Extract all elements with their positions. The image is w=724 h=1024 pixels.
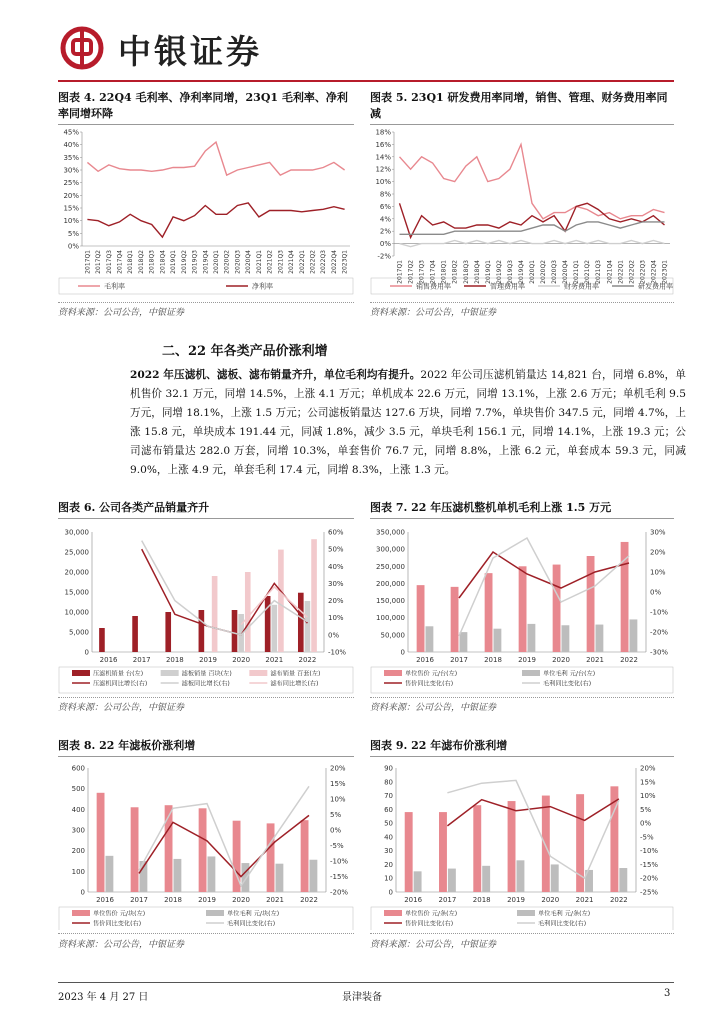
fig7-xtick: 2016 bbox=[416, 656, 434, 664]
fig8-legend-label: 售价同比变化(右) bbox=[93, 920, 142, 928]
fig9-ytick-right: 5% bbox=[640, 805, 652, 814]
fig8-ytick-left: 300 bbox=[71, 826, 85, 835]
fig9-xtick: 2017 bbox=[438, 896, 457, 904]
fig8-rule bbox=[58, 756, 354, 757]
fig7-xtick: 2018 bbox=[484, 656, 502, 664]
fig9-bar-2 bbox=[448, 869, 456, 892]
fig6-bar-3 bbox=[212, 576, 218, 652]
fig6-ytick-right: 10% bbox=[328, 614, 344, 623]
fig9-source: 资料来源：公司公告，中银证券 bbox=[370, 940, 497, 950]
fig7-xtick: 2017 bbox=[450, 656, 468, 664]
fig5-xtick: 2018Q3 bbox=[462, 260, 470, 284]
fig9-legend-label: 毛利同比变化(右) bbox=[538, 920, 587, 928]
fig7-rule bbox=[370, 518, 674, 519]
fig5-legend-label: 销售费用率 bbox=[416, 282, 451, 291]
fig5-xtick: 2017Q1 bbox=[396, 260, 404, 284]
fig6-bar-1 bbox=[298, 593, 304, 652]
fig7-legend-label: 毛利同比变化(右) bbox=[543, 680, 592, 688]
fig7-ytick-left: 200,000 bbox=[376, 579, 405, 588]
fig5-xtick: 2021Q4 bbox=[606, 260, 614, 284]
fig4-xtick: 2017Q3 bbox=[105, 250, 113, 274]
header-divider bbox=[58, 80, 674, 82]
fig4-xtick: 2022Q4 bbox=[330, 250, 338, 274]
fig6-xtick: 2018 bbox=[165, 656, 184, 664]
fig8-title: 图表 8. 22 年滤板价涨利增 bbox=[58, 739, 196, 752]
fig7-ytick-left: 350,000 bbox=[376, 528, 405, 537]
fig4-ytick: 5% bbox=[67, 229, 79, 238]
fig5-xtick: 2020Q4 bbox=[562, 260, 570, 284]
fig7-legend-label: 售价同比变化(右) bbox=[405, 680, 454, 688]
fig4-xtick: 2019Q1 bbox=[170, 250, 178, 274]
fig6-legend-label: 滤板销量 百块(左) bbox=[181, 670, 232, 678]
fig4-xtick: 2019Q3 bbox=[191, 250, 199, 274]
fig5-xtick: 2018Q1 bbox=[440, 260, 448, 284]
fig9-line-2 bbox=[447, 780, 619, 878]
fig9-bar-1 bbox=[439, 812, 447, 892]
fig7-xtick: 2019 bbox=[518, 656, 536, 664]
fig8-legend-swatch bbox=[206, 910, 224, 916]
fig9-legend-swatch bbox=[384, 910, 402, 916]
section-lead: 2022 年压滤机、滤板、滤布销量齐升，单位毛利均有提升。 bbox=[130, 369, 421, 381]
fig7-title: 图表 7. 22 年压滤机整机单机毛利上涨 1.5 万元 bbox=[370, 501, 612, 514]
fig9-ytick-right: 20% bbox=[640, 764, 656, 773]
fig7-bar-1 bbox=[553, 565, 561, 652]
fig4-xtick: 2021Q2 bbox=[266, 250, 274, 274]
fig4-xtick: 2019Q4 bbox=[202, 250, 210, 274]
fig4-xtick: 2020Q3 bbox=[234, 250, 242, 274]
fig9-ytick-left: 60 bbox=[384, 805, 393, 814]
fig6-xtick: 2016 bbox=[99, 656, 118, 664]
fig6-bar-1 bbox=[165, 612, 171, 652]
fig6-bar-1 bbox=[99, 628, 105, 652]
fig6-xtick: 2020 bbox=[232, 656, 251, 664]
fig6-legend-label: 滤布同比增长(右) bbox=[270, 680, 319, 688]
fig7-ytick-right: 0% bbox=[650, 588, 662, 597]
fig4-ytick: 15% bbox=[63, 204, 79, 213]
fig6-ytick-right: 50% bbox=[328, 545, 344, 554]
fig6-ytick-left: 25,000 bbox=[64, 548, 89, 557]
fig9-legend-label: 售价同比变化(右) bbox=[405, 920, 454, 928]
fig8-ytick-left: 500 bbox=[71, 785, 85, 794]
fig8-bar-1 bbox=[165, 805, 173, 892]
fig8-ytick-right: 10% bbox=[330, 795, 346, 804]
fig7-bar-2 bbox=[528, 624, 536, 652]
fig4-xtick: 2018Q3 bbox=[148, 250, 156, 274]
fig6-bottom-rule bbox=[58, 697, 354, 698]
fig5-xtick: 2017Q3 bbox=[418, 260, 426, 284]
fig8-ytick-right: 15% bbox=[330, 780, 346, 788]
fig5-ytick: 12% bbox=[375, 165, 391, 174]
fig7-ytick-right: 10% bbox=[650, 568, 666, 577]
fig8-xtick: 2018 bbox=[164, 896, 182, 904]
fig8-ytick-left: 200 bbox=[71, 847, 85, 856]
fig4-source: 资料来源：公司公告，中银证券 bbox=[58, 308, 185, 318]
fig9-xtick: 2016 bbox=[404, 896, 423, 904]
fig8-xtick: 2019 bbox=[198, 896, 216, 904]
fig5-series-1-line bbox=[400, 144, 665, 218]
fig8-xtick: 2020 bbox=[232, 896, 250, 904]
fig5-xtick: 2019Q3 bbox=[506, 260, 514, 284]
fig7-ytick-left: 50,000 bbox=[380, 631, 405, 640]
fig6-ytick-right: 0% bbox=[328, 631, 340, 640]
fig4-ytick: 30% bbox=[63, 166, 79, 175]
fig8-bar-2 bbox=[242, 863, 250, 892]
fig9-ytick-left: 50 bbox=[384, 819, 393, 828]
fig4-xtick: 2022Q1 bbox=[298, 250, 306, 274]
fig7-ytick-left: 250,000 bbox=[376, 562, 405, 571]
fig9-ytick-right: -5% bbox=[640, 833, 654, 842]
fig9-xtick: 2018 bbox=[472, 896, 491, 904]
fig6-xtick: 2021 bbox=[265, 656, 284, 664]
fig9-ytick-left: 80 bbox=[384, 778, 393, 787]
fig6-ytick-left: 5,000 bbox=[68, 628, 89, 637]
fig7-source: 资料来源：公司公告，中银证券 bbox=[370, 703, 497, 713]
fig5-xtick: 2023Q1 bbox=[661, 260, 669, 284]
fig4-ytick: 35% bbox=[63, 153, 79, 162]
fig7-bar-2 bbox=[460, 632, 468, 652]
fig4-xtick: 2020Q2 bbox=[223, 250, 231, 274]
fig5-xtick: 2018Q2 bbox=[451, 260, 459, 284]
fig5-ytick: 18% bbox=[375, 128, 391, 137]
fig6-rule bbox=[58, 518, 354, 519]
fig9-ytick-right: 10% bbox=[640, 792, 656, 801]
fig4-ytick: 0% bbox=[67, 242, 79, 251]
fig5-ytick: 4% bbox=[379, 215, 391, 224]
fig5-title: 图表 5. 23Q1 研发费用率同增，销售、管理、财务费用率同减 bbox=[370, 91, 668, 120]
section-body: 2022 年公司压滤机销量达 14,821 台，同增 6.8%，单机售价 32.1 万元，同增 14.5%，上涨 4.1 万元；单机成本 22.6 万元，同增 13.1%，上涨 2.6 万元；单机毛利 9.5 万元，同增 18.1%，上涨 1.5 万元；公司滤板销量达 127.6 万块，同增 7.7%，单块售价 347.5 元，同增 4.7%，上涨 15.8 元，单块成本 191.44 元，同减 1.8%，减少 3.5 元，单块毛利 156.1 元，同增 14.1%，上涨 19.3 元；公司滤布销量达 282.0 万套，同增 10.3%，单套售价 76.7 元，同增 8.8%，上涨 6.2 元，单套成本 59.3 元，同减 9.0%，上涨 4.9 元，单套毛利 17.4 元，同增 8.3%，上涨 1.3 元。 bbox=[130, 369, 686, 476]
fig9-legend-swatch bbox=[517, 910, 535, 916]
fig7-ytick-left: 0 bbox=[400, 648, 405, 657]
fig4-legend-label: 毛利率 bbox=[104, 282, 125, 291]
fig9-ytick-left: 70 bbox=[384, 792, 393, 801]
fig6-ytick-left: 20,000 bbox=[64, 568, 89, 577]
fig7-bar-1 bbox=[519, 566, 527, 652]
fig8-xtick: 2017 bbox=[130, 896, 148, 904]
fig9-xtick: 2020 bbox=[541, 896, 560, 904]
fig5-source: 资料来源：公司公告，中银证券 bbox=[370, 308, 497, 318]
fig7-bottom-rule bbox=[370, 697, 674, 698]
fig9-bar-1 bbox=[542, 796, 550, 892]
fig6-title: 图表 6. 公司各类产品销量齐升 bbox=[58, 501, 210, 514]
fig6-ytick-right: -10% bbox=[328, 648, 347, 657]
brand-name: 中银证券 bbox=[118, 32, 262, 71]
fig7-bar-2 bbox=[426, 626, 434, 652]
fig8-bar-2 bbox=[310, 860, 318, 892]
fig4-xtick: 2017Q1 bbox=[84, 250, 92, 274]
fig4-bottom-rule bbox=[58, 302, 354, 303]
fig9-xtick: 2019 bbox=[507, 896, 525, 904]
fig9-bottom-rule bbox=[370, 933, 674, 934]
fig6-ytick-right: 60% bbox=[328, 528, 344, 537]
fig8-legend-label: 单位毛利 元/块(左) bbox=[227, 910, 280, 918]
footer-rule bbox=[58, 982, 674, 983]
fig5-legend-label: 管理费用率 bbox=[490, 282, 525, 291]
fig9-rule bbox=[370, 756, 674, 757]
fig8-legend-label: 单位售价 元/块(左) bbox=[93, 910, 146, 918]
fig9-ytick-right: 0% bbox=[640, 819, 652, 828]
fig9-ytick-left: 20 bbox=[384, 860, 393, 869]
fig7-ytick-right: -10% bbox=[650, 608, 669, 617]
fig4-title: 图表 4. 22Q4 毛利率、净利率同增，23Q1 毛利率、净利率同增环降 bbox=[58, 91, 348, 120]
fig9-ytick-right: -20% bbox=[640, 874, 659, 883]
fig6-ytick-right: 30% bbox=[328, 579, 344, 588]
fig7-legend-label: 单位毛利 元/台(左) bbox=[543, 670, 596, 678]
fig4-xtick: 2021Q3 bbox=[277, 250, 285, 274]
fig5-xtick: 2018Q4 bbox=[473, 260, 481, 284]
fig7-ytick-right: 20% bbox=[650, 548, 666, 557]
fig6-bar-1 bbox=[232, 610, 238, 652]
fig7-ytick-right: 30% bbox=[650, 528, 666, 537]
fig9-bar-2 bbox=[517, 860, 525, 892]
fig7-ytick-left: 300,000 bbox=[376, 545, 405, 554]
fig9-line-1 bbox=[447, 799, 619, 826]
fig5-xtick: 2017Q4 bbox=[429, 260, 437, 284]
section-title: 二、22 年各类产品价涨利增 bbox=[162, 344, 328, 359]
fig5-xtick: 2021Q1 bbox=[573, 260, 581, 284]
fig8-legend-swatch bbox=[72, 910, 90, 916]
fig9-bar-2 bbox=[414, 871, 422, 892]
fig4-chart bbox=[58, 126, 354, 298]
fig8-ytick-right: -10% bbox=[330, 857, 349, 866]
fig5-ytick: 0% bbox=[379, 240, 391, 249]
fig5-xtick: 2020Q3 bbox=[551, 260, 559, 284]
fig8-ytick-right: 0% bbox=[330, 826, 342, 835]
section-paragraph bbox=[130, 366, 686, 480]
fig6-ytick-right: 40% bbox=[328, 562, 344, 571]
fig5-legend-label: 财务费用率 bbox=[564, 282, 599, 291]
fig6-legend-swatch bbox=[161, 670, 179, 676]
fig9-ytick-left: 90 bbox=[384, 764, 393, 773]
fig6-ytick-left: 30,000 bbox=[64, 528, 89, 537]
fig5-ytick: 8% bbox=[379, 190, 391, 199]
fig7-bar-1 bbox=[417, 585, 425, 652]
fig8-xtick: 2021 bbox=[266, 896, 284, 904]
fig5-xtick: 2022Q3 bbox=[639, 260, 647, 284]
fig5-xtick: 2021Q2 bbox=[584, 260, 592, 284]
fig5-ytick: 10% bbox=[375, 178, 391, 187]
fig6-legend-label: 压滤机销量 台(左) bbox=[93, 670, 144, 678]
fig7-ytick-right: -30% bbox=[650, 648, 669, 657]
fig4-series-2-line bbox=[87, 203, 344, 237]
fig7-bar-1 bbox=[485, 573, 493, 652]
fig7-bar-1 bbox=[621, 542, 629, 652]
fig6-bar-3 bbox=[245, 572, 251, 652]
fig7-bar-2 bbox=[596, 625, 604, 652]
fig4-ytick: 10% bbox=[63, 217, 79, 226]
fig5-xtick: 2022Q4 bbox=[650, 260, 658, 284]
fig7-ytick-left: 150,000 bbox=[376, 597, 405, 606]
fig6-xtick: 2022 bbox=[298, 656, 317, 664]
fig4-legend-label: 净利率 bbox=[252, 282, 273, 291]
fig8-ytick-right: -15% bbox=[330, 873, 349, 881]
fig9-xtick: 2021 bbox=[575, 896, 594, 904]
fig4-ytick: 45% bbox=[63, 128, 79, 137]
fig8-bar-1 bbox=[97, 793, 105, 892]
fig9-ytick-left: 30 bbox=[384, 847, 393, 856]
fig9-ytick-left: 10 bbox=[384, 874, 393, 883]
fig5-xtick: 2022Q2 bbox=[628, 260, 636, 284]
fig8-bar-2 bbox=[174, 859, 182, 892]
fig9-bar-2 bbox=[551, 864, 559, 892]
fig7-line-2 bbox=[459, 538, 629, 636]
fig8-bar-1 bbox=[301, 820, 309, 892]
fig9-bar-1 bbox=[508, 801, 516, 892]
fig8-bar-1 bbox=[131, 807, 139, 892]
fig7-legend-swatch bbox=[384, 670, 402, 676]
fig7-bar-2 bbox=[562, 625, 570, 652]
fig9-bar-2 bbox=[482, 866, 490, 892]
fig9-bar-1 bbox=[473, 805, 481, 892]
fig6-legend-swatch bbox=[249, 670, 267, 676]
fig4-series-1-line bbox=[87, 142, 344, 175]
fig8-ytick-left: 0 bbox=[80, 888, 85, 897]
fig5-xtick: 2017Q2 bbox=[407, 260, 415, 284]
fig9-ytick-left: 0 bbox=[388, 888, 393, 897]
fig5-rule bbox=[370, 124, 674, 125]
fig4-rule bbox=[58, 124, 354, 125]
fig9-bar-2 bbox=[619, 868, 627, 892]
fig8-bar-1 bbox=[199, 808, 207, 892]
fig8-source: 资料来源：公司公告，中银证券 bbox=[58, 940, 185, 950]
fig8-ytick-left: 100 bbox=[71, 867, 85, 876]
fig6-chart bbox=[58, 522, 354, 694]
fig6-source: 资料来源：公司公告，中银证券 bbox=[58, 703, 185, 713]
fig7-legend-label: 单位售价 元/台(左) bbox=[405, 670, 458, 678]
fig9-title: 图表 9. 22 年滤布价涨利增 bbox=[370, 739, 508, 752]
fig5-ytick: 2% bbox=[379, 227, 391, 236]
fig5-chart bbox=[370, 126, 674, 298]
fig5-xtick: 2019Q4 bbox=[517, 260, 525, 284]
fig9-ytick-right: -25% bbox=[640, 888, 659, 897]
fig8-xtick: 2016 bbox=[96, 896, 114, 904]
fig4-xtick: 2022Q3 bbox=[320, 250, 328, 274]
fig8-bar-2 bbox=[106, 856, 114, 892]
fig8-ytick-left: 400 bbox=[71, 805, 85, 814]
fig7-bar-1 bbox=[587, 556, 595, 652]
fig4-xtick: 2021Q4 bbox=[288, 249, 296, 274]
fig7-bar-1 bbox=[451, 587, 459, 652]
page-header bbox=[0, 0, 724, 84]
fig9-legend-label: 单位毛利 元/条(左) bbox=[538, 910, 591, 918]
fig5-xtick: 2022Q1 bbox=[617, 260, 625, 284]
fig5-legend-label: 研发费用率 bbox=[638, 282, 673, 291]
fig6-bar-2 bbox=[271, 605, 277, 652]
fig4-xtick: 2017Q4 bbox=[116, 250, 124, 274]
fig8-legend-label: 毛利同比变化(右) bbox=[227, 920, 276, 928]
fig4-xtick: 2018Q1 bbox=[127, 250, 135, 274]
fig6-xtick: 2019 bbox=[199, 656, 217, 664]
fig5-ytick: 14% bbox=[375, 153, 391, 162]
fig9-ytick-right: 15% bbox=[640, 778, 656, 787]
fig6-bar-1 bbox=[132, 616, 138, 652]
fig4-ytick: 20% bbox=[63, 191, 79, 200]
fig9-ytick-left: 40 bbox=[384, 833, 393, 842]
fig7-ytick-right: -20% bbox=[650, 628, 669, 637]
fig7-bar-2 bbox=[630, 619, 638, 652]
footer-date: 2023 年 4 月 27 日 bbox=[58, 992, 149, 1003]
fig4-xtick: 2020Q4 bbox=[245, 250, 253, 274]
fig4-xtick: 2017Q2 bbox=[95, 250, 103, 274]
fig9-xtick: 2022 bbox=[609, 896, 628, 904]
fig6-legend-label: 压滤机同比增长(右) bbox=[93, 680, 148, 688]
fig8-ytick-right: -20% bbox=[330, 888, 349, 897]
bank-of-china-logo-icon bbox=[60, 26, 104, 70]
fig6-legend-label: 滤布销量 百套(左) bbox=[270, 670, 321, 678]
fig4-ytick: 40% bbox=[63, 141, 79, 150]
fig7-bar-2 bbox=[494, 629, 502, 652]
fig5-ytick: 6% bbox=[379, 202, 391, 211]
fig4-ytick: 25% bbox=[63, 179, 79, 188]
fig7-xtick: 2020 bbox=[552, 656, 570, 664]
fig9-chart bbox=[370, 758, 674, 930]
fig5-series-2-line bbox=[400, 203, 665, 237]
fig5-bottom-rule bbox=[370, 302, 674, 303]
fig8-ytick-right: -5% bbox=[330, 842, 344, 850]
fig8-bottom-rule bbox=[58, 933, 354, 934]
fig7-xtick: 2022 bbox=[620, 656, 638, 664]
fig5-xtick: 2020Q2 bbox=[540, 260, 548, 284]
fig5-xtick: 2019Q1 bbox=[484, 260, 492, 284]
fig6-ytick-right: 20% bbox=[328, 597, 344, 606]
fig4-xtick: 2020Q1 bbox=[213, 250, 220, 274]
fig8-chart bbox=[58, 758, 354, 930]
fig5-ytick: -2% bbox=[377, 252, 391, 261]
fig6-ytick-left: 0 bbox=[84, 648, 89, 657]
footer-page-number: 3 bbox=[664, 988, 671, 999]
fig9-ytick-right: -10% bbox=[640, 847, 659, 856]
fig6-legend-swatch bbox=[72, 670, 90, 676]
fig5-xtick: 2020Q1 bbox=[529, 260, 536, 284]
fig6-xtick: 2017 bbox=[132, 656, 151, 664]
fig7-chart bbox=[370, 522, 674, 694]
fig5-ytick: 16% bbox=[375, 140, 391, 149]
fig8-bar-1 bbox=[267, 823, 275, 892]
fig8-ytick-right: 20% bbox=[330, 764, 346, 773]
fig8-bar-2 bbox=[276, 864, 284, 892]
fig6-bar-1 bbox=[199, 610, 205, 652]
fig7-line-1 bbox=[459, 552, 629, 598]
fig6-ytick-left: 15,000 bbox=[64, 588, 89, 597]
fig9-bar-1 bbox=[405, 812, 413, 892]
fig6-bar-3 bbox=[311, 539, 317, 652]
fig8-xtick: 2022 bbox=[300, 896, 318, 904]
fig4-xtick: 2021Q1 bbox=[255, 250, 263, 274]
fig4-xtick: 2022Q2 bbox=[309, 250, 317, 274]
fig7-xtick: 2021 bbox=[586, 656, 604, 664]
fig4-xtick: 2023Q1 bbox=[341, 250, 349, 274]
fig4-xtick: 2018Q2 bbox=[137, 250, 145, 274]
fig7-legend-swatch bbox=[522, 670, 540, 676]
fig7-ytick-left: 100,000 bbox=[376, 614, 405, 623]
fig4-xtick: 2018Q4 bbox=[159, 250, 167, 274]
fig6-legend-label: 滤板同比增长(右) bbox=[181, 680, 230, 688]
fig8-ytick-right: 5% bbox=[330, 811, 342, 819]
fig6-bar-2 bbox=[305, 601, 311, 652]
fig9-legend-label: 单位售价 元/条(左) bbox=[405, 910, 458, 918]
fig5-xtick: 2021Q3 bbox=[595, 260, 603, 284]
fig4-xtick: 2019Q2 bbox=[180, 250, 188, 274]
fig6-bar-3 bbox=[278, 550, 284, 652]
fig8-ytick-left: 600 bbox=[71, 764, 85, 773]
footer-company: 景津装备 bbox=[342, 992, 382, 1003]
fig9-ytick-right: -15% bbox=[640, 860, 659, 869]
fig5-xtick: 2019Q2 bbox=[495, 260, 503, 284]
fig8-bar-2 bbox=[208, 856, 216, 892]
fig6-ytick-left: 10,000 bbox=[64, 608, 89, 617]
